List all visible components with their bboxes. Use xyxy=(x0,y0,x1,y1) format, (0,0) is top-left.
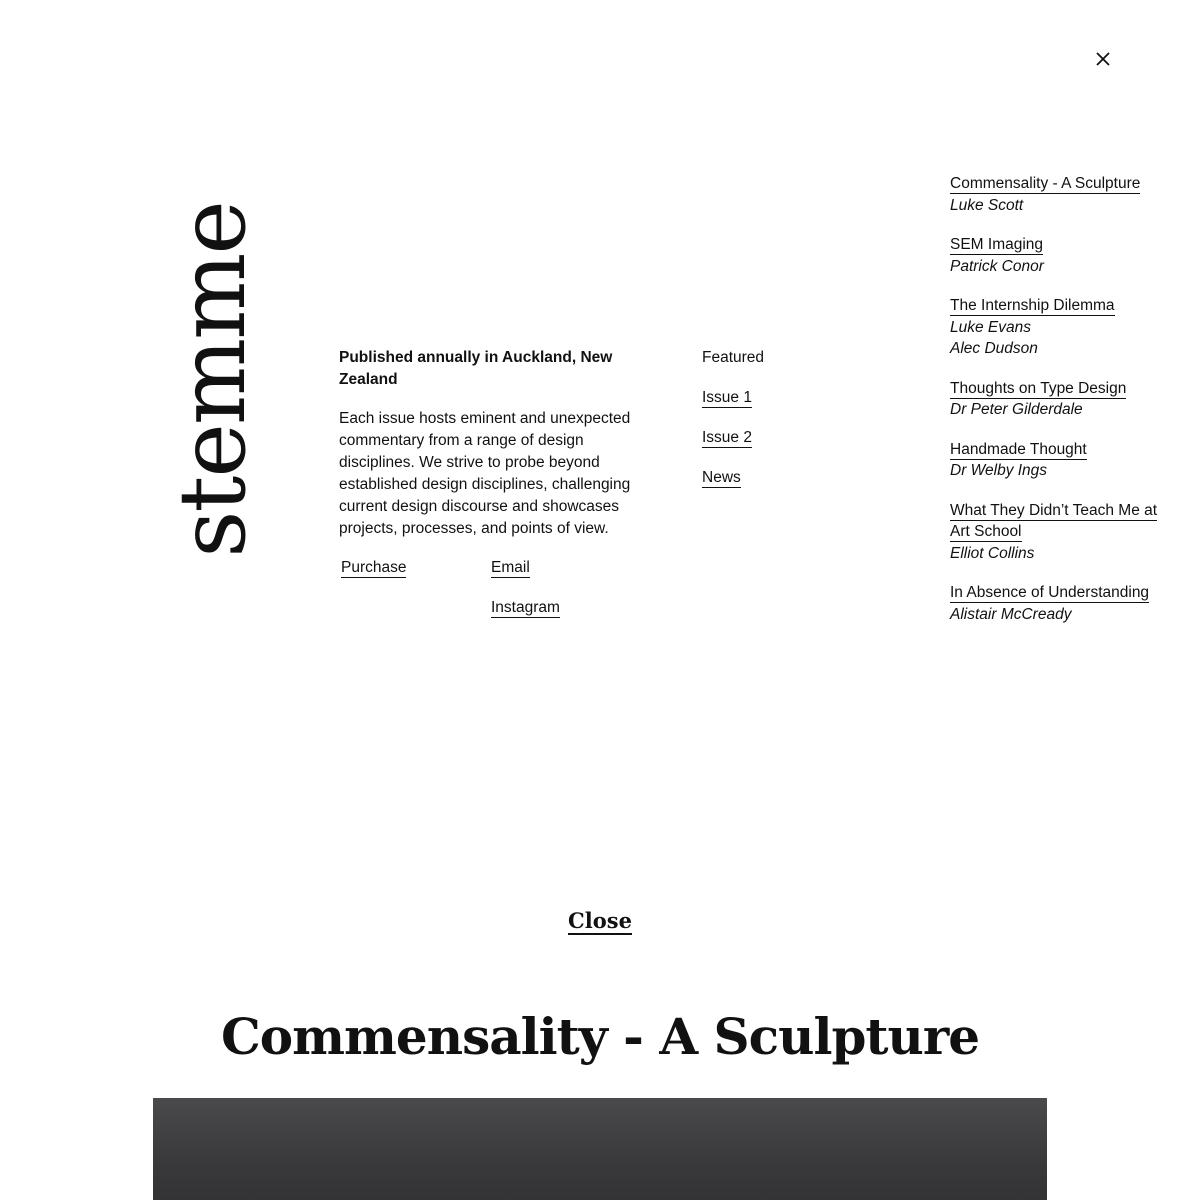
article-title-link[interactable]: SEM Imaging xyxy=(950,236,1044,253)
purchase-link[interactable]: Purchase xyxy=(341,559,407,576)
purchase-link-wrap xyxy=(341,557,406,579)
close-link-wrap xyxy=(0,908,1200,933)
about-section xyxy=(339,347,649,540)
nav-featured-label: Featured xyxy=(702,349,765,366)
email-link-wrap xyxy=(491,557,530,579)
article-item xyxy=(950,295,1180,360)
article-item xyxy=(950,234,1180,277)
article-headline: Commensality - A Sculpture xyxy=(220,1007,980,1066)
article-title-link[interactable]: What They Didn’t Teach Me at Art School xyxy=(950,501,1158,540)
issue-nav xyxy=(702,347,764,507)
article-author: Alec Dudson xyxy=(950,340,1038,357)
article-item xyxy=(950,439,1180,482)
article-author: Patrick Conor xyxy=(950,257,1044,275)
article-title-link[interactable]: The Internship Dilemma xyxy=(950,297,1115,314)
article-author: Elliot Collins xyxy=(950,544,1035,562)
close-button[interactable]: Close xyxy=(568,908,632,933)
published-info: Published annually in Auckland, New Zealand xyxy=(339,349,613,388)
email-link[interactable]: Email xyxy=(491,559,530,576)
article-title-link[interactable]: In Absence of Understanding xyxy=(950,584,1150,601)
about-description: Each issue hosts eminent and unexpected commentary from a range of design disciplines. We strive to probe beyond established design disciplines, challenging current design discourse and showcases projects, processes, and points of view. xyxy=(339,410,631,537)
article-title-link[interactable]: Thoughts on Type Design xyxy=(950,379,1127,397)
close-icon[interactable] xyxy=(1090,46,1116,72)
article-author: Alistair McCready xyxy=(950,605,1072,623)
nav-issue-2-link[interactable]: Issue 2 xyxy=(702,429,752,446)
article-title-link[interactable]: Commensality - A Sculpture xyxy=(950,175,1141,192)
nav-issue-1-link[interactable]: Issue 1 xyxy=(702,389,752,406)
nav-news-link[interactable]: News xyxy=(702,469,741,486)
article-author: Luke Evans xyxy=(950,318,1031,336)
article-title-link[interactable]: Handmade Thought xyxy=(950,440,1087,458)
article-list xyxy=(950,173,1180,643)
nav-item-news xyxy=(702,467,764,489)
article-item xyxy=(950,500,1180,565)
close-x-glyph xyxy=(1090,46,1116,72)
hero-image xyxy=(153,1098,1047,1200)
nav-item-featured xyxy=(702,347,764,369)
article-item xyxy=(950,582,1180,625)
article-item xyxy=(950,378,1180,421)
article-author: Dr Welby Ings xyxy=(950,462,1048,479)
nav-item-issue-2 xyxy=(702,427,764,449)
logo-container[interactable] xyxy=(159,202,266,558)
article-author: Luke Scott xyxy=(950,196,1024,214)
article-author: Dr Peter Gilderdale xyxy=(950,401,1083,418)
site-logo[interactable]: stemme xyxy=(159,202,266,558)
nav-item-issue-1 xyxy=(702,387,764,409)
instagram-link[interactable]: Instagram xyxy=(491,599,560,616)
instagram-link-wrap xyxy=(491,597,560,619)
article-item xyxy=(950,173,1180,216)
